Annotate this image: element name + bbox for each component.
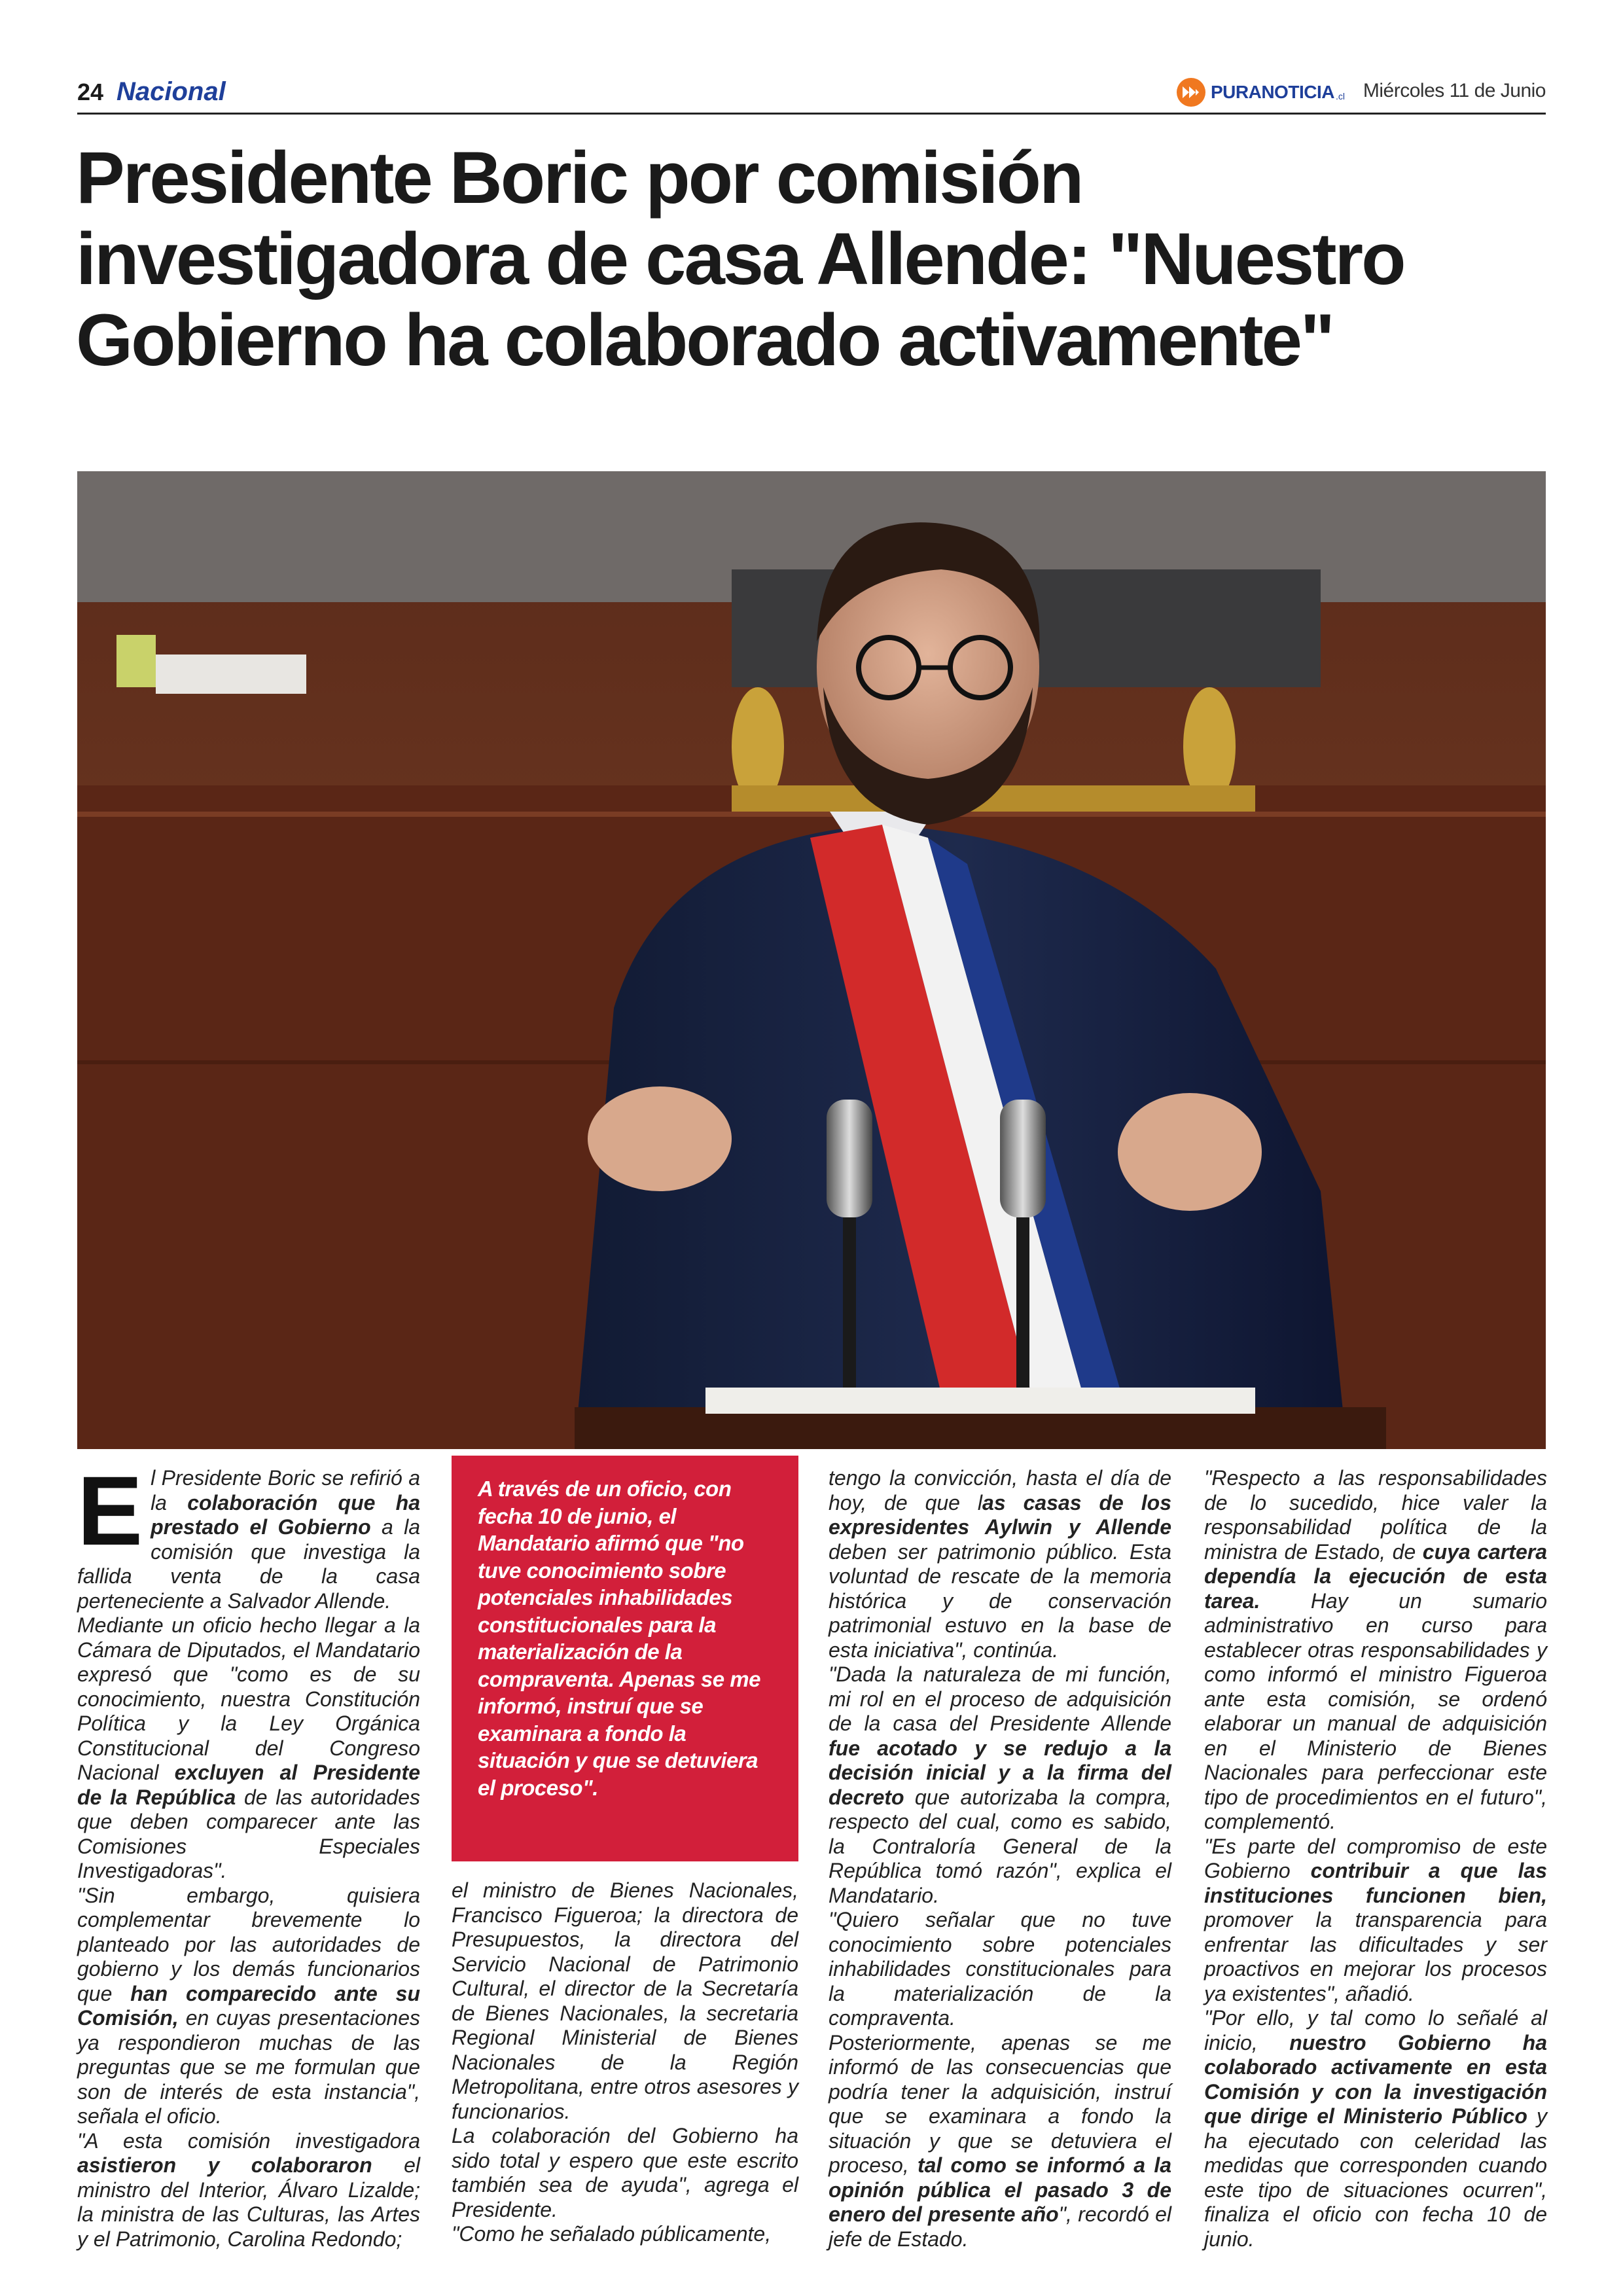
text-run: que autorizaba la compra, respecto del cual, como es sabido, la Contraloría General de la República tomó razón", explica el Mandatario. <box>829 1785 1171 1907</box>
section-label: Nacional <box>116 77 226 106</box>
text-run: el ministro del Interior, Álvaro Lizalde; la ministra de las Culturas, las Artes y el Patrimonio, Carolina Redondo; <box>77 2153 421 2251</box>
text-run-bold: as casas de los expresidentes Aylwin y Allende <box>829 1490 1172 1539</box>
text-run: el ministro de Bienes Nacionales, Francisco Figueroa; la directora de Presupuestos, la directora del Servicio Nacional de Patrimonio Cultural, el director de la Secretaría de Bienes Nacionales, la secretaria Regional Ministerial de Bienes Nacionales de la Región Metropolitana, entre otros asesores y funcionarios. <box>452 1878 798 2123</box>
text-run: "Dada la naturaleza de mi función, mi rol en el proceso de adquisición de la casa del Presidente Allende <box>829 1662 1171 1735</box>
text-run-bold: colaboración que ha prestado el Gobierno <box>151 1490 421 1539</box>
text-run: "A esta comisión investigadora <box>77 2128 420 2153</box>
text-run: y ha ejecutado con celeridad las medidas que corresponden cuando este tipo de situaciones ocurren", finaliza el oficio con fecha 10 de junio. <box>1204 2104 1548 2251</box>
text-run: "Es parte del compromiso de este Gobierno <box>1204 1834 1547 1882</box>
text-run: "Sin embargo, quisiera complementar brevemente lo planteado por las autoridades de gobierno y los demás funcionarios que <box>77 1883 420 2005</box>
text-run: "Respecto a las responsabilidades de lo sucedido, hice valer la responsabilidad política de la ministra de Estado, de <box>1204 1466 1547 1564</box>
pull-quote-box <box>452 1456 798 1861</box>
drop-cap: E <box>77 1456 143 1566</box>
text-run: deben ser patrimonio público. Esta voluntad de rescate de la memoria histórica y de conservación patrimonial estuvo en la base de esta iniciativa", continúa. <box>829 1539 1171 1662</box>
text-run-bold: fue acotado y se redujo a la decisión inicial y a la firma del decreto <box>829 1736 1171 1809</box>
headline: Presidente Boric por comisión investigadora de casa Allende: "Nuestro Gobierno ha colaborado activamente" <box>76 137 1404 381</box>
page-number: 24 <box>77 79 104 105</box>
text-run-bold: excluyen al Presidente de la República <box>77 1761 421 1809</box>
text-run: a la comisión que investiga la fallida venta de la casa perteneciente a Salvador Allende. <box>77 1515 420 1613</box>
text-run: Mediante un oficio hecho llegar a la Cámara de Diputados, el Mandatario expresó que "como es de su conocimiento, nuestra Constitución Política y la Ley Orgánica Constitucional del Congreso Nacional <box>77 1613 420 1784</box>
text-run: l Presidente Boric se refirió a la <box>151 1466 420 1515</box>
photo-president-speaking-icon <box>77 471 1546 1449</box>
text-run-bold: cuya cartera dependía la ejecución de esta tarea. <box>1204 1539 1548 1613</box>
logo-text: PURANOTICIA <box>1211 82 1334 102</box>
publication-logo <box>1177 77 1345 107</box>
logo-suffix: .cl <box>1335 91 1345 101</box>
issue-date: Miércoles 11 de Junio <box>1363 80 1546 101</box>
page-header <box>77 77 1546 117</box>
text-run-bold: nuestro Gobierno ha colaborado activamente en esta Comisión y con la investigación que dirige el Ministerio Público <box>1204 2030 1548 2128</box>
text-run: en cuyas presentaciones ya respondieron muchas de las preguntas que se me formulan que son de interés de esta instancia", señala el oficio. <box>77 2006 420 2128</box>
play-arrows-icon <box>1177 78 1205 107</box>
text-run: promover la transparencia para enfrentar las dificultades y ser proactivos en mejorar los procesos ya existentes", añadió. <box>1204 1908 1547 2005</box>
article-column-1 <box>77 1456 421 2251</box>
text-run: ", recordó el jefe de Estado. <box>829 2202 1172 2251</box>
article-photo <box>77 471 1546 1449</box>
pull-quote-text: A través de un oficio, con fecha 10 de junio, el Mandatario afirmó que "no tuve conocimiento sobre potenciales inhabilidades constitucionales para la materialización de la compraventa. Apenas se me informó, instruí que se examinara a fondo la situación y que se detuviera el proceso". <box>478 1477 760 1800</box>
text-run-bold: han comparecido ante su Comisión, <box>77 1981 421 2030</box>
article-column-3 <box>829 1466 1171 2251</box>
text-run: "Quiero señalar que no tuve conocimiento sobre potenciales inhabilidades constitucionales para la materialización de la compraventa. <box>829 1908 1171 2030</box>
text-run: "Como he señalado públicamente, <box>452 2222 772 2246</box>
text-run: Posteriormente, apenas se me informó de las consecuencias que podría tener la adquisición, instruí que se examinara a fondo la situación y que se detuviera el proceso, <box>829 2030 1171 2177</box>
text-run: Hay un sumario administrativo en curso para establecer otras responsabilidades y como informó el ministro Figueroa ante esta comisión, se ordenó elaborar un manual de adquisición en el Ministerio de Bienes Nacionales para perfeccionar este tipo de procedimientos en el futuro", complementó. <box>1204 1588 1547 1833</box>
text-run-bold: asistieron y colaboraron <box>77 2153 372 2177</box>
text-run-bold: tal como se informó a la opinión pública el pasado 3 de enero del presente año <box>829 2153 1171 2226</box>
article-column-2 <box>452 1878 798 2247</box>
article-column-4 <box>1204 1466 1547 2251</box>
text-run: "Por ello, y tal como lo señalé al inicio, <box>1204 2006 1547 2054</box>
text-run: tengo la convicción, hasta el día de hoy, de que l <box>829 1466 1171 1515</box>
text-run: de las autoridades que deben comparecer ante las Comisiones Especiales Investigadoras". <box>77 1785 421 1882</box>
text-run-bold: contribuir a que las instituciones funcionen bien, <box>1204 1859 1548 1907</box>
text-run: La colaboración del Gobierno ha sido total y espero que este escrito también sea de ayuda", agrega el Presidente. <box>452 2124 798 2221</box>
header-divider <box>77 113 1546 115</box>
